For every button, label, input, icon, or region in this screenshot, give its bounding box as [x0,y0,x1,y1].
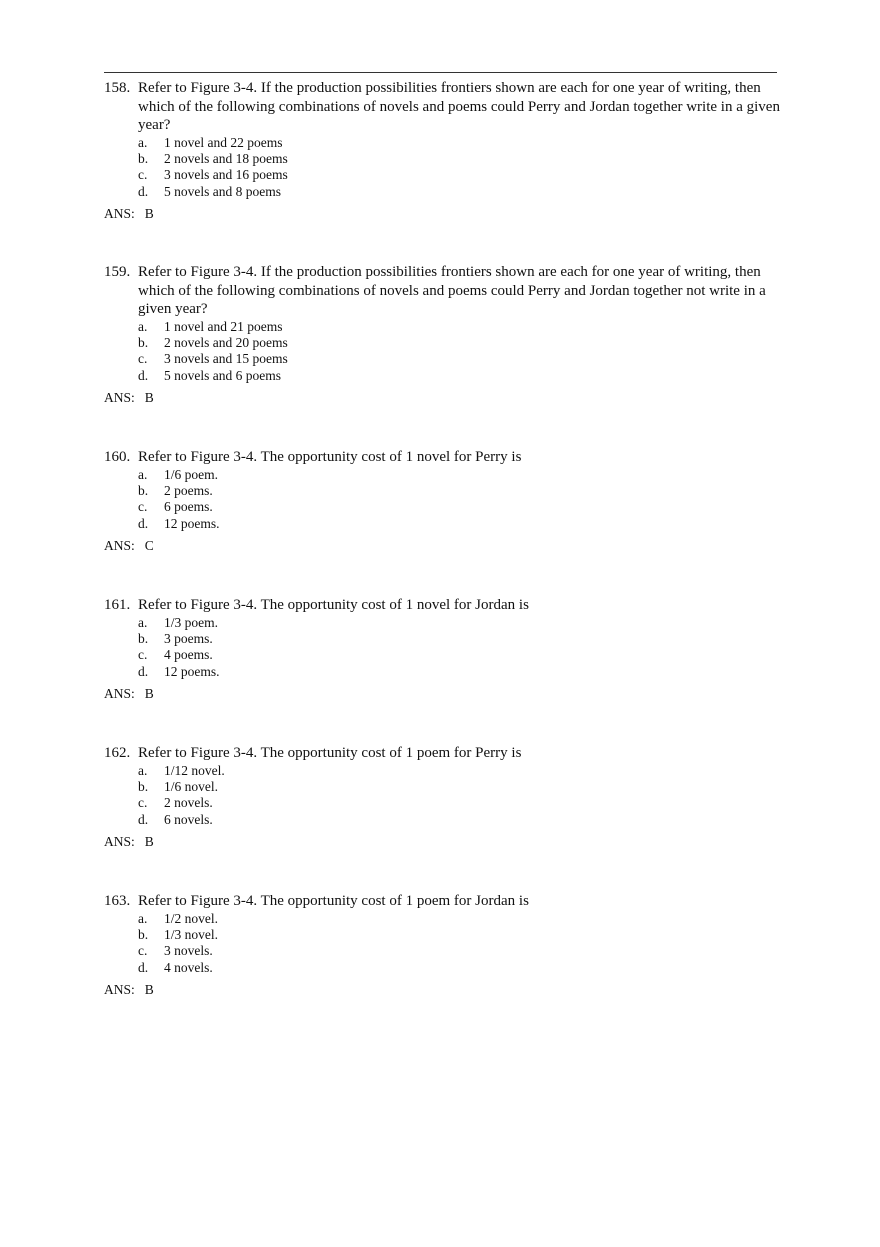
question-number: 158. [104,80,131,96]
question-text: Refer to Figure 3-4. The opportunity cost of 1 poem for Perry is [138,745,522,761]
choice-text: 2 novels and 18 poems [164,150,288,166]
choice-text: 1 novel and 21 poems [164,318,283,334]
choice-list [104,319,780,385]
answer-label: ANS: [104,982,135,998]
choice-c [104,795,780,811]
choice-letter: b. [138,630,149,646]
answer-value: B [144,206,154,222]
answer-label: ANS: [104,834,135,850]
question-number: 159. [104,264,131,280]
choice-d [104,812,780,828]
choice-d [104,368,780,384]
choice-text: 3 novels and 15 poems [164,351,288,367]
choice-text: 1/3 poem. [164,614,218,630]
question-stem [104,263,780,319]
choice-text: 1 novel and 22 poems [164,134,283,150]
question-text: Refer to Figure 3-4. The opportunity cost of 1 poem for Jordan is [138,893,529,909]
choice-list [104,135,780,201]
answer-line [104,538,780,554]
choice-d [104,184,780,200]
choice-letter: a. [138,318,148,334]
question-161 [104,596,780,702]
question-stem [104,596,780,615]
choice-letter: d. [138,183,149,199]
choice-b [104,779,780,795]
choice-letter: c. [138,795,148,811]
choice-letter: b. [138,482,149,498]
answer-label: ANS: [104,538,135,554]
choice-text: 4 poems. [164,647,213,663]
choice-c [104,499,780,515]
choice-b [104,335,780,351]
question-stem [104,892,780,911]
choice-list [104,615,780,681]
choice-d [104,516,780,532]
answer-line [104,206,780,222]
top-divider [104,72,777,73]
choice-c [104,167,780,183]
question-number: 162. [104,745,131,761]
answer-label: ANS: [104,206,135,222]
choice-letter: a. [138,762,148,778]
answer-value: B [144,982,154,998]
choice-letter: b. [138,334,149,350]
answer-label: ANS: [104,390,135,406]
question-158 [104,79,780,222]
answer-line [104,982,780,998]
answer-label: ANS: [104,686,135,702]
choice-letter: a. [138,910,148,926]
answer-line [104,686,780,702]
choice-letter: b. [138,778,149,794]
choice-list [104,763,780,829]
question-text: Refer to Figure 3-4. The opportunity cost of 1 novel for Jordan is [138,597,529,613]
choice-c [104,351,780,367]
choice-text: 1/2 novel. [164,910,218,926]
choice-text: 1/6 poem. [164,466,218,482]
choice-text: 1/12 novel. [164,762,225,778]
question-stem [104,79,780,135]
choice-a [104,763,780,779]
choice-d [104,960,780,976]
question-159 [104,263,780,406]
question-text: Refer to Figure 3-4. The opportunity cost of 1 novel for Perry is [138,449,522,465]
choice-letter: c. [138,167,148,183]
choice-text: 3 poems. [164,630,213,646]
choice-a [104,135,780,151]
choice-text: 12 poems. [164,515,220,531]
choice-letter: d. [138,515,149,531]
choice-a [104,911,780,927]
choice-letter: b. [138,150,149,166]
choice-letter: c. [138,943,148,959]
question-stem [104,744,780,763]
choice-letter: d. [138,811,149,827]
choice-text: 6 poems. [164,499,213,515]
choice-text: 6 novels. [164,811,213,827]
choice-list [104,911,780,977]
choice-c [104,943,780,959]
question-160 [104,448,780,554]
answer-value: B [144,686,154,702]
question-text: Refer to Figure 3-4. If the production possibilities frontiers shown are each for one year of writing, then which of the following combinations of novels and poems could Perry and Jordan together write in a given year? [138,80,780,133]
choice-text: 2 novels. [164,795,213,811]
choice-letter: c. [138,647,148,663]
choice-letter: d. [138,367,149,383]
question-163 [104,892,780,998]
choice-text: 4 novels. [164,959,213,975]
choice-b [104,631,780,647]
choice-letter: d. [138,663,149,679]
answer-line [104,834,780,850]
choice-text: 3 novels and 16 poems [164,167,288,183]
choice-c [104,647,780,663]
choice-text: 2 poems. [164,482,213,498]
choice-text: 12 poems. [164,663,220,679]
question-stem [104,448,780,467]
choice-letter: c. [138,499,148,515]
choice-a [104,615,780,631]
question-number: 160. [104,449,131,465]
choice-d [104,664,780,680]
question-number: 161. [104,597,131,613]
choice-letter: a. [138,614,148,630]
choice-text: 1/6 novel. [164,778,218,794]
choice-text: 2 novels and 20 poems [164,334,288,350]
choice-text: 1/3 novel. [164,926,218,942]
question-number: 163. [104,893,131,909]
choice-a [104,319,780,335]
answer-line [104,390,780,406]
choice-b [104,483,780,499]
choice-text: 3 novels. [164,943,213,959]
choice-a [104,467,780,483]
choice-list [104,467,780,533]
choice-letter: b. [138,926,149,942]
choice-letter: d. [138,959,149,975]
question-text: Refer to Figure 3-4. If the production possibilities frontiers shown are each for one year of writing, then which of the following combinations of novels and poems could Perry and Jordan together not write in a given year? [138,264,766,317]
answer-value: C [144,538,154,554]
choice-letter: a. [138,466,148,482]
choice-letter: a. [138,134,148,150]
choice-b [104,927,780,943]
answer-value: B [144,390,154,406]
choice-text: 5 novels and 6 poems [164,367,281,383]
choice-letter: c. [138,351,148,367]
question-162 [104,744,780,850]
answer-value: B [144,834,154,850]
choice-b [104,151,780,167]
choice-text: 5 novels and 8 poems [164,183,281,199]
